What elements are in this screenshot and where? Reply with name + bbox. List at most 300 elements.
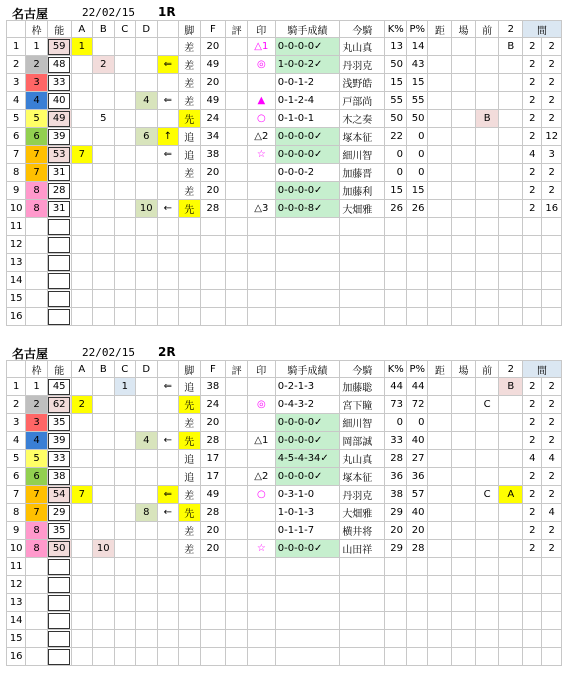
cell-ma1: [523, 308, 542, 326]
cell-ba: [452, 630, 476, 648]
cell-shirushi: ○: [247, 486, 275, 504]
cell-mae: [475, 378, 499, 396]
cell-a: [71, 182, 93, 200]
cell-mae: [475, 272, 499, 290]
cell-c: [114, 92, 136, 110]
cell-seiseki: 4-5-4-34✓: [275, 450, 340, 468]
cell-seiseki: 0-2-1-3: [275, 378, 340, 396]
cell-nou: [47, 558, 71, 576]
cell-no: 15: [7, 630, 26, 648]
cell-arrow: [157, 540, 179, 558]
cell-a: [71, 74, 93, 92]
header-cell: 脚: [179, 361, 201, 378]
cell-ma2: 2: [542, 486, 562, 504]
cell-b: [93, 504, 115, 522]
cell-p: 57: [406, 486, 428, 504]
cell-ma1: 2: [523, 56, 542, 74]
cell-c: [114, 254, 136, 272]
cell-ma2: [542, 254, 562, 272]
cell-seiseki: 0-0-0-0✓: [275, 128, 340, 146]
cell-ma1: [523, 594, 542, 612]
cell-k: 28: [385, 450, 407, 468]
cell-kyaku: [179, 272, 201, 290]
cell-d: [136, 378, 158, 396]
cell-waku: [26, 612, 48, 630]
cell-waku: [26, 648, 48, 666]
cell-hyo: [226, 182, 248, 200]
cell-b: [93, 74, 115, 92]
cell-hyo: [226, 648, 248, 666]
cell-waku: 3: [26, 414, 48, 432]
cell-arrow: ⇐: [157, 486, 179, 504]
cell-arrow: [157, 308, 179, 326]
cell-hyo: [226, 92, 248, 110]
table-row: [7, 378, 562, 396]
cell-ba: [452, 236, 476, 254]
cell-f: 28: [200, 432, 226, 450]
cell-seiseki: 0-3-1-0: [275, 486, 340, 504]
cell-ma1: 2: [523, 396, 542, 414]
cell-ma2: [542, 272, 562, 290]
cell-ma1: [523, 254, 542, 272]
cell-kyaku: 先: [179, 110, 201, 128]
cell-b: [93, 272, 115, 290]
cell-waku: 7: [26, 486, 48, 504]
cell-b: [93, 486, 115, 504]
cell-arrow: [157, 594, 179, 612]
cell-ni: B: [499, 378, 523, 396]
cell-k: 29: [385, 540, 407, 558]
cell-kishu: 丸山真: [340, 450, 385, 468]
cell-ni: [499, 182, 523, 200]
table-row: [7, 74, 562, 92]
cell-nou: 45: [47, 378, 71, 396]
cell-kyori: [428, 486, 452, 504]
cell-p: [406, 612, 428, 630]
cell-seiseki: [275, 272, 340, 290]
cell-c: [114, 486, 136, 504]
cell-ma2: 16: [542, 200, 562, 218]
cell-f: 17: [200, 468, 226, 486]
cell-seiseki: [275, 254, 340, 272]
cell-kyori: [428, 522, 452, 540]
cell-kishu: [340, 236, 385, 254]
cell-nou: 33: [47, 74, 71, 92]
cell-k: [385, 290, 407, 308]
header-cell: B: [93, 361, 115, 378]
cell-shirushi: [247, 612, 275, 630]
cell-ma1: [523, 236, 542, 254]
cell-hyo: [226, 414, 248, 432]
table-row: [7, 558, 562, 576]
cell-hyo: [226, 128, 248, 146]
cell-ma2: 2: [542, 414, 562, 432]
cell-no: 14: [7, 272, 26, 290]
cell-kyaku: 先: [179, 432, 201, 450]
cell-no: 7: [7, 146, 26, 164]
cell-waku: 7: [26, 146, 48, 164]
cell-kyaku: [179, 630, 201, 648]
cell-arrow: ←: [157, 200, 179, 218]
cell-f: [200, 630, 226, 648]
cell-ni: [499, 612, 523, 630]
cell-b: [93, 630, 115, 648]
table-row: [7, 594, 562, 612]
cell-mae: [475, 92, 499, 110]
cell-b: [93, 468, 115, 486]
cell-ma1: [523, 576, 542, 594]
cell-waku: 8: [26, 540, 48, 558]
table-row: [7, 92, 562, 110]
cell-d: [136, 630, 158, 648]
cell-hyo: [226, 612, 248, 630]
cell-kyaku: 追: [179, 146, 201, 164]
cell-c: 1: [114, 378, 136, 396]
table-row: [7, 272, 562, 290]
cell-kyaku: 差: [179, 38, 201, 56]
cell-nou: [47, 612, 71, 630]
race-2: [6, 345, 562, 666]
cell-mae: [475, 290, 499, 308]
cell-arrow: [157, 558, 179, 576]
cell-k: 15: [385, 74, 407, 92]
cell-mae: [475, 56, 499, 74]
table-row: [7, 128, 562, 146]
table-row: [7, 540, 562, 558]
cell-seiseki: 0-1-0-1: [275, 110, 340, 128]
table-row: [7, 146, 562, 164]
race-date: 22/02/15: [82, 6, 135, 19]
cell-c: [114, 612, 136, 630]
cell-b: [93, 92, 115, 110]
cell-a: [71, 236, 93, 254]
header-cell: K%: [385, 21, 407, 38]
cell-d: [136, 38, 158, 56]
cell-k: 0: [385, 146, 407, 164]
cell-hyo: [226, 486, 248, 504]
cell-ma2: [542, 218, 562, 236]
cell-b: [93, 254, 115, 272]
cell-arrow: [157, 110, 179, 128]
cell-hyo: [226, 164, 248, 182]
cell-mae: [475, 468, 499, 486]
cell-arrow: ⇐: [157, 92, 179, 110]
cell-p: [406, 308, 428, 326]
cell-kyori: [428, 128, 452, 146]
cell-nou: 48: [47, 56, 71, 74]
cell-d: [136, 56, 158, 74]
cell-p: 50: [406, 110, 428, 128]
cell-nou: 50: [47, 540, 71, 558]
cell-kyori: [428, 146, 452, 164]
cell-c: [114, 432, 136, 450]
cell-f: 20: [200, 182, 226, 200]
cell-seiseki: 0-0-0-0✓: [275, 38, 340, 56]
cell-ma1: 2: [523, 74, 542, 92]
cell-a: [71, 558, 93, 576]
cell-ma1: 2: [523, 486, 542, 504]
cell-kishu: 横井将: [340, 522, 385, 540]
cell-kishu: [340, 558, 385, 576]
cell-c: [114, 630, 136, 648]
cell-ma1: 4: [523, 146, 542, 164]
cell-kyaku: [179, 290, 201, 308]
race-header: [6, 5, 562, 20]
cell-seiseki: 0-1-1-7: [275, 522, 340, 540]
cell-f: 34: [200, 128, 226, 146]
cell-a: [71, 612, 93, 630]
cell-mae: [475, 432, 499, 450]
cell-b: 5: [93, 110, 115, 128]
cell-k: [385, 558, 407, 576]
venue-name: 名古屋: [12, 7, 49, 21]
cell-ni: [499, 576, 523, 594]
header-cell: K%: [385, 361, 407, 378]
cell-kyaku: 先: [179, 396, 201, 414]
cell-hyo: [226, 236, 248, 254]
cell-seiseki: 1-0-1-3: [275, 504, 340, 522]
cell-f: 24: [200, 110, 226, 128]
cell-arrow: ⇐: [157, 378, 179, 396]
table-row: [7, 450, 562, 468]
cell-kyaku: [179, 308, 201, 326]
cell-waku: 4: [26, 92, 48, 110]
cell-k: [385, 308, 407, 326]
race-header: [6, 345, 562, 360]
cell-k: 22: [385, 128, 407, 146]
cell-b: 10: [93, 540, 115, 558]
cell-kishu: [340, 218, 385, 236]
cell-f: [200, 254, 226, 272]
cell-hyo: [226, 272, 248, 290]
header-cell: 印: [247, 21, 275, 38]
cell-f: 38: [200, 146, 226, 164]
cell-seiseki: [275, 290, 340, 308]
cell-a: [71, 290, 93, 308]
cell-c: [114, 164, 136, 182]
venue-name: 名古屋: [12, 347, 49, 361]
cell-d: [136, 540, 158, 558]
cell-ni: [499, 396, 523, 414]
cell-ma2: [542, 558, 562, 576]
cell-hyo: [226, 218, 248, 236]
cell-ma1: 2: [523, 414, 542, 432]
cell-seiseki: 1-0-0-2✓: [275, 56, 340, 74]
cell-ni: [499, 558, 523, 576]
cell-kyori: [428, 200, 452, 218]
cell-a: [71, 200, 93, 218]
cell-k: 44: [385, 378, 407, 396]
cell-no: 5: [7, 110, 26, 128]
cell-mae: C: [475, 486, 499, 504]
cell-ma1: [523, 218, 542, 236]
cell-k: 0: [385, 164, 407, 182]
cell-mae: [475, 630, 499, 648]
cell-ni: [499, 128, 523, 146]
cell-ni: [499, 254, 523, 272]
cell-no: 9: [7, 522, 26, 540]
table-row: [7, 290, 562, 308]
cell-b: [93, 290, 115, 308]
cell-a: [71, 308, 93, 326]
cell-ba: [452, 128, 476, 146]
cell-kishu: 細川智: [340, 414, 385, 432]
cell-c: [114, 74, 136, 92]
cell-kishu: 加藤晋: [340, 164, 385, 182]
header-cell: B: [93, 21, 115, 38]
cell-c: [114, 450, 136, 468]
cell-ma1: 4: [523, 450, 542, 468]
cell-p: 14: [406, 38, 428, 56]
cell-nou: [47, 594, 71, 612]
cell-nou: 35: [47, 414, 71, 432]
cell-ni: [499, 468, 523, 486]
cell-mae: [475, 236, 499, 254]
cell-kishu: 細川智: [340, 146, 385, 164]
cell-nou: 39: [47, 432, 71, 450]
cell-ma1: 2: [523, 468, 542, 486]
cell-c: [114, 182, 136, 200]
cell-kyaku: 差: [179, 486, 201, 504]
cell-ma2: 2: [542, 110, 562, 128]
cell-f: [200, 218, 226, 236]
header-cell: A: [71, 21, 93, 38]
cell-ma2: 3: [542, 146, 562, 164]
cell-ba: [452, 308, 476, 326]
cell-seiseki: 0-0-0-0✓: [275, 414, 340, 432]
cell-ba: [452, 218, 476, 236]
cell-ni: [499, 648, 523, 666]
cell-p: [406, 254, 428, 272]
cell-f: [200, 648, 226, 666]
cell-p: 72: [406, 396, 428, 414]
cell-f: 20: [200, 540, 226, 558]
cell-p: 27: [406, 450, 428, 468]
cell-k: 50: [385, 110, 407, 128]
cell-a: [71, 56, 93, 74]
cell-hyo: [226, 504, 248, 522]
cell-arrow: [157, 648, 179, 666]
cell-seiseki: 0-0-0-0✓: [275, 432, 340, 450]
table-row: [7, 630, 562, 648]
header-row: [7, 21, 562, 38]
cell-seiseki: 0-0-0-0✓: [275, 182, 340, 200]
cell-b: [93, 396, 115, 414]
cell-hyo: [226, 432, 248, 450]
cell-ma1: 2: [523, 164, 542, 182]
cell-d: [136, 308, 158, 326]
cell-b: [93, 200, 115, 218]
cell-a: [71, 576, 93, 594]
cell-mae: [475, 540, 499, 558]
cell-kishu: 木之奏: [340, 110, 385, 128]
race-1: [6, 5, 562, 326]
header-cell: 評: [226, 21, 248, 38]
cell-mae: [475, 38, 499, 56]
cell-ba: [452, 558, 476, 576]
cell-c: [114, 576, 136, 594]
cell-seiseki: [275, 308, 340, 326]
cell-a: [71, 218, 93, 236]
header-cell: 場: [452, 21, 476, 38]
cell-b: [93, 432, 115, 450]
cell-k: [385, 648, 407, 666]
cell-waku: 3: [26, 74, 48, 92]
cell-k: 33: [385, 432, 407, 450]
cell-kyaku: 差: [179, 164, 201, 182]
cell-ni: [499, 92, 523, 110]
cell-c: [114, 468, 136, 486]
cell-seiseki: 0-0-0-2: [275, 164, 340, 182]
header-cell: 間: [523, 21, 562, 38]
cell-waku: 2: [26, 56, 48, 74]
cell-no: 15: [7, 290, 26, 308]
cell-c: [114, 56, 136, 74]
cell-kyaku: 差: [179, 414, 201, 432]
cell-k: 50: [385, 56, 407, 74]
cell-seiseki: 0-0-0-8✓: [275, 200, 340, 218]
cell-c: [114, 504, 136, 522]
cell-ba: [452, 146, 476, 164]
header-cell: D: [136, 361, 158, 378]
cell-arrow: [157, 182, 179, 200]
header-cell: 脚: [179, 21, 201, 38]
cell-seiseki: [275, 648, 340, 666]
cell-no: 2: [7, 396, 26, 414]
table-row: [7, 522, 562, 540]
cell-a: [71, 540, 93, 558]
cell-kishu: 戸部尚: [340, 92, 385, 110]
cell-hyo: [226, 378, 248, 396]
cell-hyo: [226, 110, 248, 128]
cell-ma2: 2: [542, 378, 562, 396]
cell-d: 8: [136, 504, 158, 522]
cell-ba: [452, 432, 476, 450]
cell-ma2: [542, 612, 562, 630]
cell-d: [136, 254, 158, 272]
cell-hyo: [226, 594, 248, 612]
cell-no: 6: [7, 468, 26, 486]
cell-kishu: 丹羽克: [340, 486, 385, 504]
header-cell: 2: [499, 361, 523, 378]
cell-a: 2: [71, 396, 93, 414]
cell-arrow: [157, 450, 179, 468]
cell-shirushi: [247, 74, 275, 92]
cell-mae: [475, 612, 499, 630]
cell-shirushi: [247, 272, 275, 290]
cell-mae: [475, 182, 499, 200]
cell-f: 20: [200, 164, 226, 182]
cell-a: [71, 128, 93, 146]
cell-ba: [452, 200, 476, 218]
cell-d: [136, 396, 158, 414]
cell-shirushi: △3: [247, 200, 275, 218]
cell-ni: [499, 450, 523, 468]
cell-p: 0: [406, 146, 428, 164]
cell-kyori: [428, 92, 452, 110]
cell-ni: [499, 74, 523, 92]
cell-a: [71, 272, 93, 290]
cell-nou: 54: [47, 486, 71, 504]
cell-no: 10: [7, 200, 26, 218]
cell-shirushi: [247, 576, 275, 594]
cell-ma2: 2: [542, 522, 562, 540]
cell-shirushi: [247, 378, 275, 396]
table-row: [7, 432, 562, 450]
cell-kishu: 岡部誠: [340, 432, 385, 450]
table-row: [7, 414, 562, 432]
cell-k: 55: [385, 92, 407, 110]
